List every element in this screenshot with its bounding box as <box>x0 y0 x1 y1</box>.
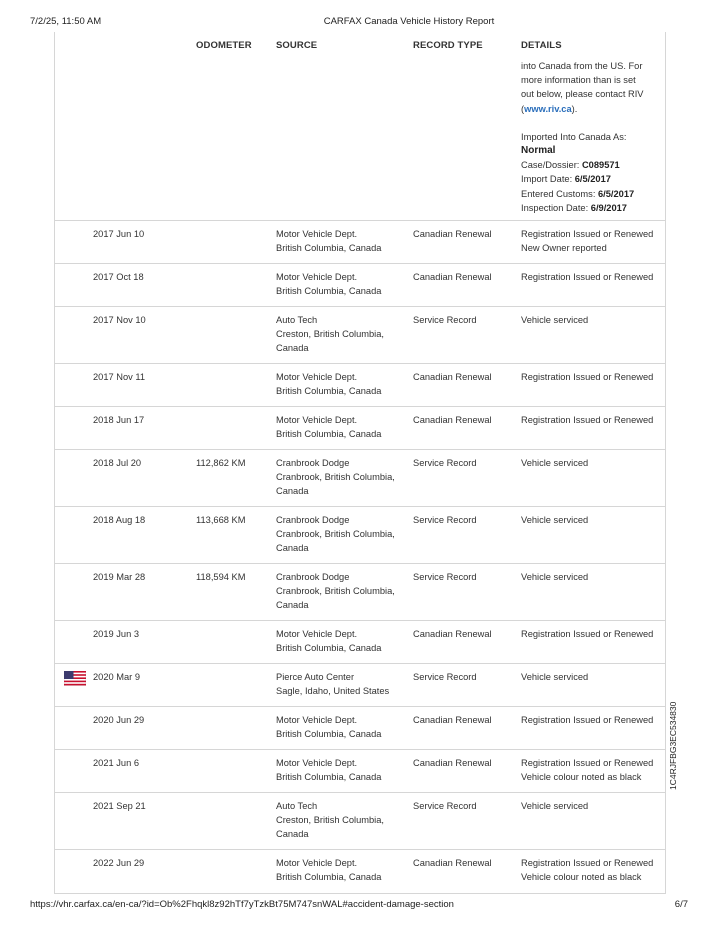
row-record-type: Service Record <box>413 458 477 468</box>
row-odometer: 118,594 KM <box>196 572 246 582</box>
row-details: Vehicle serviced <box>521 315 589 325</box>
row-record-type: Canadian Renewal <box>413 715 492 725</box>
row-details: Registration Issued or Renewed Vehicle colour noted as black <box>521 758 654 783</box>
column-header-source: SOURCE <box>276 40 318 51</box>
row-source: Motor Vehicle Dept. British Columbia, Canada <box>276 272 382 297</box>
table-row <box>55 850 665 894</box>
row-record-type: Service Record <box>413 315 477 325</box>
row-date: 2020 Jun 29 <box>93 715 145 725</box>
row-record-type: Canadian Renewal <box>413 229 492 239</box>
details-text-line: out below, please contact RIV <box>521 89 644 100</box>
details-text-line: into Canada from the US. For <box>521 61 643 71</box>
row-source: Cranbrook Dodge Cranbrook, British Columbia, Canada <box>276 572 395 611</box>
print-footer <box>0 899 716 913</box>
entered-customs: Entered Customs: 6/5/2017 <box>521 188 635 199</box>
row-source: Motor Vehicle Dept. British Columbia, Canada <box>276 758 382 783</box>
row-date: 2017 Oct 18 <box>93 272 144 282</box>
row-details: Registration Issued or Renewed Vehicle colour noted as black <box>521 858 654 883</box>
row-date: 2020 Mar 9 <box>93 672 141 682</box>
column-header-record-type: RECORD TYPE <box>413 40 483 51</box>
row-details: Registration Issued or Renewed <box>521 272 654 282</box>
table-row <box>55 407 665 450</box>
details-text-line: more information than is set <box>521 75 636 86</box>
row-date: 2019 Mar 28 <box>93 572 146 582</box>
row-details: Registration Issued or Renewed <box>521 715 654 725</box>
row-date: 2019 Jun 3 <box>93 629 140 639</box>
print-header <box>0 16 716 30</box>
table-row <box>55 621 665 664</box>
row-date: 2017 Jun 10 <box>93 229 145 239</box>
table-row <box>55 221 665 264</box>
row-source: Cranbrook Dodge Cranbrook, British Columbia, Canada <box>276 515 395 554</box>
row-date: 2017 Nov 11 <box>93 372 146 382</box>
print-url: https://vhr.carfax.ca/en-ca/?id=Ob%2Fhqkl8z92hTf7yTzkBt75M747snWAL#accident-damage-section <box>30 899 454 910</box>
row-details: Registration Issued or Renewed <box>521 372 654 382</box>
row-details: Vehicle serviced <box>521 572 589 582</box>
row-date: 2018 Aug 18 <box>93 515 146 525</box>
table-row <box>55 264 665 307</box>
row-odometer: 113,668 KM <box>196 515 246 525</box>
row-date: 2021 Jun 6 <box>93 758 140 768</box>
case-dossier: Case/Dossier: C089571 <box>521 160 620 171</box>
row-record-type: Canadian Renewal <box>413 415 492 425</box>
imported-value: Normal <box>521 145 556 157</box>
row-date: 2018 Jun 17 <box>93 415 145 425</box>
row-details: Registration Issued or Renewed <box>521 415 654 425</box>
table-row <box>55 707 665 750</box>
row-record-type: Service Record <box>413 801 477 811</box>
row-date: 2022 Jun 29 <box>93 858 145 868</box>
row-details: Vehicle serviced <box>521 672 589 682</box>
table-row <box>55 664 665 707</box>
row-source: Auto Tech Creston, British Columbia, Canada <box>276 315 384 354</box>
row-record-type: Canadian Renewal <box>413 272 492 282</box>
row-source: Motor Vehicle Dept. British Columbia, Canada <box>276 415 382 440</box>
row-source: Cranbrook Dodge Cranbrook, British Columbia, Canada <box>276 458 395 497</box>
table-row <box>55 507 665 564</box>
row-date: 2017 Nov 10 <box>93 315 146 325</box>
table-row <box>55 564 665 621</box>
row-source: Motor Vehicle Dept. British Columbia, Canada <box>276 715 382 740</box>
row-details: Vehicle serviced <box>521 801 589 811</box>
row-record-type: Service Record <box>413 572 477 582</box>
row-record-type: Service Record <box>413 515 477 525</box>
row-details: Vehicle serviced <box>521 458 589 468</box>
row-source: Auto Tech Creston, British Columbia, Canada <box>276 801 384 840</box>
row-details: Registration Issued or Renewed New Owner reported <box>521 229 654 254</box>
inspection-date: Inspection Date: 6/9/2017 <box>521 202 627 213</box>
row-record-type: Canadian Renewal <box>413 758 492 768</box>
vin-side-label: 1C4RJFBG3EC534830 <box>668 701 678 790</box>
table-row <box>55 750 665 793</box>
row-source: Motor Vehicle Dept. British Columbia, Canada <box>276 629 382 654</box>
row-details: Registration Issued or Renewed <box>521 629 654 639</box>
row-source: Motor Vehicle Dept. British Columbia, Canada <box>276 372 382 397</box>
print-title: CARFAX Canada Vehicle History Report <box>323 16 495 27</box>
row-source: Motor Vehicle Dept. British Columbia, Canada <box>276 229 382 254</box>
page-number: 6/7 <box>674 899 688 910</box>
row-record-type: Service Record <box>413 672 477 682</box>
history-table <box>54 32 666 894</box>
row-odometer: 112,862 KM <box>196 458 246 468</box>
us-flag-icon <box>64 671 86 686</box>
table-row <box>55 307 665 364</box>
table-row <box>55 450 665 507</box>
column-header-details: DETAILS <box>521 40 562 51</box>
row-record-type: Canadian Renewal <box>413 858 492 868</box>
row-record-type: Canadian Renewal <box>413 629 492 639</box>
print-datetime: 7/2/25, 11:50 AM <box>30 16 102 27</box>
table-row <box>55 793 665 850</box>
row-source: Pierce Auto Center Sagle, Idaho, United States <box>276 672 390 697</box>
details-text-line: (www.riv.ca). <box>521 103 578 114</box>
table-row <box>55 32 665 221</box>
row-date: 2021 Sep 21 <box>93 801 146 811</box>
row-details: Vehicle serviced <box>521 515 589 525</box>
imported-label: Imported Into Canada As: <box>521 131 627 142</box>
row-source: Motor Vehicle Dept. British Columbia, Canada <box>276 858 382 883</box>
column-header-odometer: ODOMETER <box>196 40 252 51</box>
table-row <box>55 364 665 407</box>
row-record-type: Canadian Renewal <box>413 372 492 382</box>
riv-link[interactable]: www.riv.ca <box>524 103 572 114</box>
import-date: Import Date: 6/5/2017 <box>521 174 611 185</box>
row-date: 2018 Jul 20 <box>93 458 142 468</box>
